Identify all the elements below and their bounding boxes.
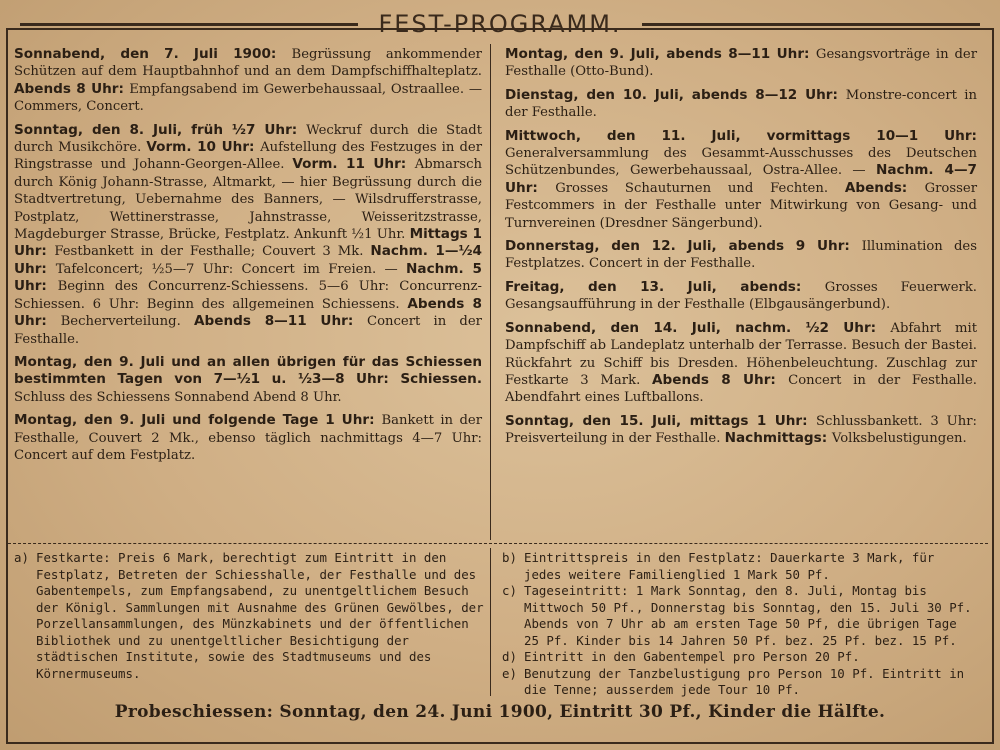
program-entry (505, 87, 977, 122)
program-right-column (505, 46, 977, 454)
program-entry-time: Sonnabend, den 14. Juli, nachm. ½2 Uhr: (505, 319, 891, 336)
program-entry-time: Mittwoch, den 11. Juli, vormittags 10—1 Uhr: (505, 127, 977, 144)
program-entry-text: Aufstellung des Festzuges in der Ringstrasse und Johann-Georgen-Allee. (14, 140, 482, 173)
program-entry-text: Empfangsabend im Gewerbehaussaal, Ostraallee. — Commers, Concert. (14, 81, 483, 115)
program-entry (505, 238, 977, 273)
program-entry-time: Nachmittags: (724, 430, 832, 447)
program-entry-text: Grosses Feuerwerk. Gesangsaufführung in der Festhalle (Elbgausängerbund). (505, 279, 978, 313)
program-entry-text: Concert in der Festhalle. Abendfahrt eines Luftballons. (505, 372, 977, 406)
program-entry-text: Grosser Festcommers in der Festhalle unter Mitwirkung von Gesang- und Turnvereinen (Dresdner Sängerbund). (505, 180, 978, 231)
program-entry-time: Montag, den 9. Juli und an allen übrigen für das Schiessen bestimmten Tagen von 7—½1 u. ½3—8 Uhr: Schiessen. (14, 353, 482, 388)
program-entry-time: Vorm. 11 Uhr: (292, 156, 415, 173)
program-entry-time: Abends 8—11 Uhr: (194, 313, 368, 330)
program-entry-time: Freitag, den 13. Juli, abends: (505, 278, 825, 295)
program-entry-time: Donnerstag, den 12. Juli, abends 9 Uhr: (505, 238, 862, 255)
title-rule-right (642, 23, 980, 26)
program-entry-time: Sonnabend, den 7. Juli 1900: (14, 46, 292, 62)
note-item (502, 583, 978, 649)
program-entry-time: Nachm. 1—½4 Uhr: (14, 243, 482, 277)
program-entry-text: Weckruf durch die Stadt durch Musikchöre. (14, 122, 482, 156)
note-label: d) (502, 649, 517, 664)
program-entry (14, 46, 482, 116)
program-entry-text: Festbankett in der Festhalle; Couvert 3 Mk. (54, 244, 371, 260)
program-entry-text: Bankett in der Festhalle, Couvert 2 Mk., ebenso täglich nachmittags 4—7 Uhr: Concert auf dem Festplatz. (14, 413, 482, 463)
program-entry-text: Begrüssung ankommender Schützen auf dem Hauptbahnhof und an dem Dampfschiffhalteplatz. (14, 47, 482, 80)
column-divider (490, 44, 491, 540)
program-entry (505, 320, 977, 407)
program-entry-time: Sonntag, den 15. Juli, mittags 1 Uhr: (505, 412, 816, 429)
notes-right-column (502, 550, 978, 699)
notes-divider (8, 543, 988, 544)
note-label: c) (502, 583, 517, 598)
program-entry-text: Generalversammlung des Gesammt-Ausschusses des Deutschen Schützenbundes, Gewerbehaussaal, Ostra-Allee. — (505, 146, 977, 179)
program-entry-time: Sonntag, den 8. Juli, früh ½7 Uhr: (14, 121, 307, 138)
program-entry (14, 412, 482, 464)
note-item (502, 550, 978, 583)
program-entry-text: Beginn des Concurrenz-Schiessens. 5—6 Uhr: Concurrenz-Schiessen. 6 Uhr: Beginn des allgemeinen Schiessens. (14, 279, 482, 312)
program-entry-time: Abends 8 Uhr: (652, 371, 789, 388)
notes-left-column (14, 550, 484, 682)
program-entry-time: Abends 8 Uhr: (14, 80, 130, 97)
program-entry-time: Mittags 1 Uhr: (14, 226, 482, 260)
program-entry (505, 279, 977, 314)
program-entry-text: Abmarsch durch König Johann-Strasse, Altmarkt, — hier Begrüssung durch die Stadtvertretung, Uebernahme des Banners, — Wilsdrufferstrasse, Postplatz, Wettinerstrasse, Jahnstrasse, Weisseritzstrasse, Magdeburger Strasse, Brücke, Festplatz. Ankunft ½1 Uhr. (14, 157, 482, 243)
program-entry (14, 122, 482, 348)
program-entry-text: Tafelconcert; ½5—7 Uhr: Concert im Freien. — (55, 261, 407, 277)
program-left-column (14, 46, 482, 470)
note-text: Festkarte: Preis 6 Mark, berechtigt zum Eintritt in den Festplatz, Betreten der Schiesshalle, der Festhalle und des Gabentempels, zum Empfangsabend, zu unentgeltlichem Besuch der Königl. Sammlungen mit Ausnahme des Grünen Gewölbes, der Porzellansammlungen, des Münzkabinets und der öffentlichen Bibliothek und zu unentgeltlicher Besichtigung der städtischen Institute, sowie des Stadtmuseums und des Körnermuseums. (36, 550, 484, 681)
program-entry-text: Schlussbankett. 3 Uhr: Preisverteilung in der Festhalle. (505, 413, 977, 447)
program-entry-time: Nachm. 4—7 Uhr: (505, 162, 977, 196)
program-entry-time: Montag, den 9. Juli und folgende Tage 1 Uhr: (14, 412, 382, 429)
note-label: a) (14, 550, 29, 565)
program-entry-text: Monstre-concert in der Festhalle. (505, 87, 977, 121)
program-entry-time: Abends 8 Uhr: (14, 295, 482, 330)
note-text: Eintritt in den Gabentempel pro Person 20 Pf. (524, 649, 860, 664)
program-entry-text: Illumination des Festplatzes. Concert in der Festhalle. (505, 239, 977, 272)
program-entry (505, 413, 977, 448)
note-label: e) (502, 665, 517, 681)
title-rule-left (20, 23, 358, 26)
program-entry (505, 46, 977, 81)
program-entry-text: Volksbelustigungen. (831, 431, 967, 447)
program-entry-time: Dienstag, den 10. Juli, abends 8—12 Uhr: (505, 86, 846, 103)
program-entry-text: Becherverteilung. (60, 314, 194, 330)
notes-column-divider (490, 548, 491, 696)
program-entry-text: Concert in der Festhalle. (14, 314, 482, 347)
footer-note: Probeschiessen: Sonntag, den 24. Juni 1900, Eintritt 30 Pf., Kinder die Hälfte. (114, 702, 886, 722)
program-entry-time: Vorm. 10 Uhr: (146, 139, 261, 156)
note-text: Tageseintritt: 1 Mark Sonntag, den 8. Juli, Montag bis Mittwoch 50 Pf., Donnerstag bis Sonntag, den 15. Juli 30 Pf. Abends von 7 Uhr ab am ersten Tage 50 Pf, die übrigen Tage 25 Pf. Kinder bis 14 Jahren 50 Pf. bez. 25 Pf. bez. 15 Pf. (524, 583, 972, 648)
program-entry-time: Nachm. 5 Uhr: (14, 260, 483, 295)
page-title: FEST-PROGRAMM. (378, 10, 622, 38)
program-entry-text: Abfahrt mit Dampfschiff ab Landeplatz unterhalb der Terrasse. Besuch der Bastei. Rückfahrt zu Schiff bis Dresden. Höhenbeleuchtung. Zuschlag zur Festkarte 3 Mark. (505, 320, 977, 388)
note-item (502, 666, 978, 699)
program-entry-text: Grosses Schauturnen und Fechten. (555, 180, 845, 196)
note-label: b) (502, 550, 517, 565)
program-entry-text: Schluss des Schiessens Sonnabend Abend 8 Uhr. (14, 389, 342, 405)
note-text: Benutzung der Tanzbelustigung pro Person 10 Pf. Eintritt in die Tenne; ausserdem jede Tour 10 Pf. (524, 665, 965, 697)
note-item (14, 550, 484, 682)
program-entry-time: Montag, den 9. Juli, abends 8—11 Uhr: (505, 46, 816, 62)
note-item (502, 649, 978, 666)
program-entry-time: Abends: (844, 179, 925, 196)
note-text: Eintrittspreis in den Festplatz: Dauerkarte 3 Mark, für jedes weitere Familienglied 1 Mark 50 Pf. (524, 550, 935, 582)
program-entry (505, 128, 977, 232)
program-entry (14, 354, 482, 406)
program-entry-text: Gesangsvorträge in der Festhalle (Otto-Bund). (505, 47, 978, 80)
